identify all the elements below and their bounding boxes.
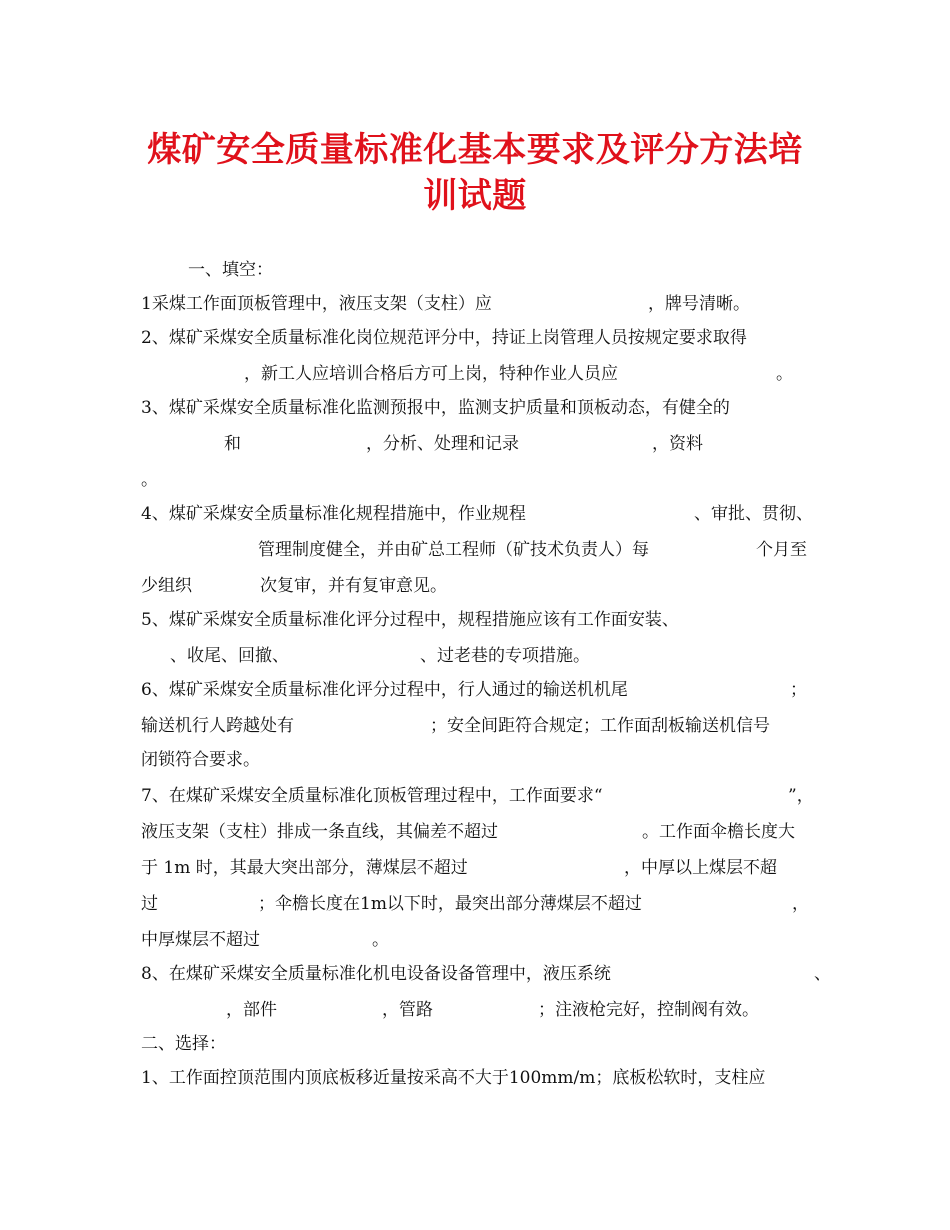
q4-text-e: 少组织 — [141, 576, 192, 596]
q2-text-a: ，新工人应培训合格后方可上岗，特种作业人员应 — [244, 364, 618, 384]
q7-text-h: ；伞檐长度在1m以下时，最突出部分薄煤层不超过 — [258, 894, 642, 914]
q6-text-b: ； — [790, 680, 807, 700]
section-multiple-choice-heading: 二、选择： — [141, 1034, 226, 1054]
q1-text-b: ，牌号清晰。 — [648, 294, 750, 314]
q7-text-a: 7、在煤矿采煤安全质量标准化顶板管理过程中，工作面要求“ — [141, 786, 603, 806]
q4-text-d: 个月至 — [756, 540, 807, 560]
choice-q1-text: 1、工作面控顶范围内顶底板移近量按采高不大于100mm/m；底板松软时，支柱应 — [141, 1068, 766, 1088]
q7-text-b: ”， — [788, 786, 814, 806]
section-fill-blank-heading: 一、填空： — [188, 260, 273, 280]
q7-text-g: 过 — [141, 894, 158, 914]
q4-text-a: 4、煤矿采煤安全质量标准化规程措施中，作业规程 — [141, 504, 526, 524]
q4-text-b: 、审批、贯彻、 — [694, 504, 813, 524]
q5-text-b: 、过老巷的专项措施。 — [420, 646, 590, 666]
q6-line-3: 闭锁符合要求。 — [141, 750, 260, 770]
q8-text-e: ；注液枪完好，控制阀有效。 — [538, 1000, 759, 1020]
q6-text-c: 输送机行人跨越处有 — [141, 716, 294, 736]
q6-text-d: ；安全间距符合规定；工作面刮板输送机信号 — [430, 716, 770, 736]
q7-text-k: 。 — [372, 930, 389, 950]
q7-text-i: ， — [792, 894, 809, 914]
q1-text-a: 1采煤工作面顶板管理中，液压支架（支柱）应 — [141, 294, 492, 314]
q3-line-3: 。 — [141, 470, 158, 490]
q7-text-c: 液压支架（支柱）排成一条直线，其偏差不超过 — [141, 822, 498, 842]
q4-text-f: 次复审，并有复审意见。 — [260, 576, 447, 596]
q7-text-e: 于 1m 时，其最大突出部分，薄煤层不超过 — [141, 858, 468, 878]
q8-text-d: ，管路 — [382, 1000, 433, 1020]
q2-line-1: 2、煤矿采煤安全质量标准化岗位规范评分中，持证上岗管理人员按规定要求取得 — [141, 328, 747, 348]
q8-text-c: ，部件 — [226, 1000, 277, 1020]
q7-text-f: ，中厚以上煤层不超 — [624, 858, 777, 878]
document-title-line-2: 训试题 — [423, 176, 527, 216]
document-title-line-1: 煤矿安全质量标准化基本要求及评分方法培 — [147, 130, 803, 170]
q8-text-b: 、 — [814, 964, 831, 984]
q8-text-a: 8、在煤矿采煤安全质量标准化机电设备设备管理中，液压系统 — [141, 964, 611, 984]
q5-line-1: 5、煤矿采煤安全质量标准化评分过程中，规程措施应该有工作面安装、 — [141, 610, 679, 630]
q4-text-c: 管理制度健全，并由矿总工程师（矿技术负责人）每 — [258, 540, 649, 560]
q6-text-a: 6、煤矿采煤安全质量标准化评分过程中，行人通过的输送机机尾 — [141, 680, 628, 700]
q3-text-b: ，分析、处理和记录 — [366, 434, 519, 454]
q5-text-a: 、收尾、回撤、 — [170, 646, 289, 666]
q3-text-c: ，资料 — [652, 434, 703, 454]
q7-text-d: 。工作面伞檐长度大 — [642, 822, 795, 842]
q2-text-b: 。 — [776, 364, 793, 384]
q3-line-1: 3、煤矿采煤安全质量标准化监测预报中，监测支护质量和顶板动态，有健全的 — [141, 398, 730, 418]
q3-text-a: 和 — [224, 434, 241, 454]
q7-text-j: 中厚煤层不超过 — [141, 930, 260, 950]
